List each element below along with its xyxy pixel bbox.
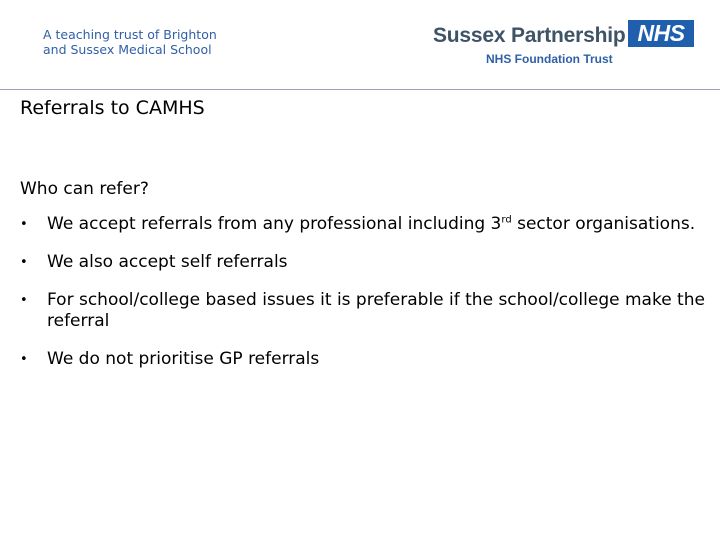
slide-header xyxy=(0,0,720,89)
nhs-logo: NHS xyxy=(628,20,694,47)
ordinal-suffix: rd xyxy=(501,214,512,226)
bullet-icon: • xyxy=(20,217,28,232)
bullet-text-part: We accept referrals from any professional including 3 xyxy=(47,214,502,234)
bullet-item xyxy=(20,214,710,235)
header-divider xyxy=(0,89,720,90)
bullet-text: We do not prioritise GP referrals xyxy=(47,349,320,369)
section-heading: Who can refer? xyxy=(20,179,149,199)
bullet-text: We also accept self referrals xyxy=(47,252,288,272)
bullet-item xyxy=(20,349,710,370)
trust-affiliation-line-2: and Sussex Medical School xyxy=(43,42,212,57)
slide-title: Referrals to CAMHS xyxy=(20,97,205,119)
bullet-icon: • xyxy=(20,352,28,367)
bullet-item xyxy=(20,252,710,273)
bullet-icon: • xyxy=(20,255,28,270)
bullet-item xyxy=(20,290,710,332)
bullet-icon: • xyxy=(20,293,28,308)
organisation-name: Sussex Partnership xyxy=(433,24,626,47)
bullet-list xyxy=(20,214,710,387)
bullet-text: For school/college based issues it is preferable if the school/college make the referral xyxy=(47,290,705,331)
bullet-text-part: sector organisations. xyxy=(511,214,696,234)
trust-affiliation-line-1: A teaching trust of Brighton xyxy=(43,27,217,42)
organisation-subtitle: NHS Foundation Trust xyxy=(486,52,613,66)
